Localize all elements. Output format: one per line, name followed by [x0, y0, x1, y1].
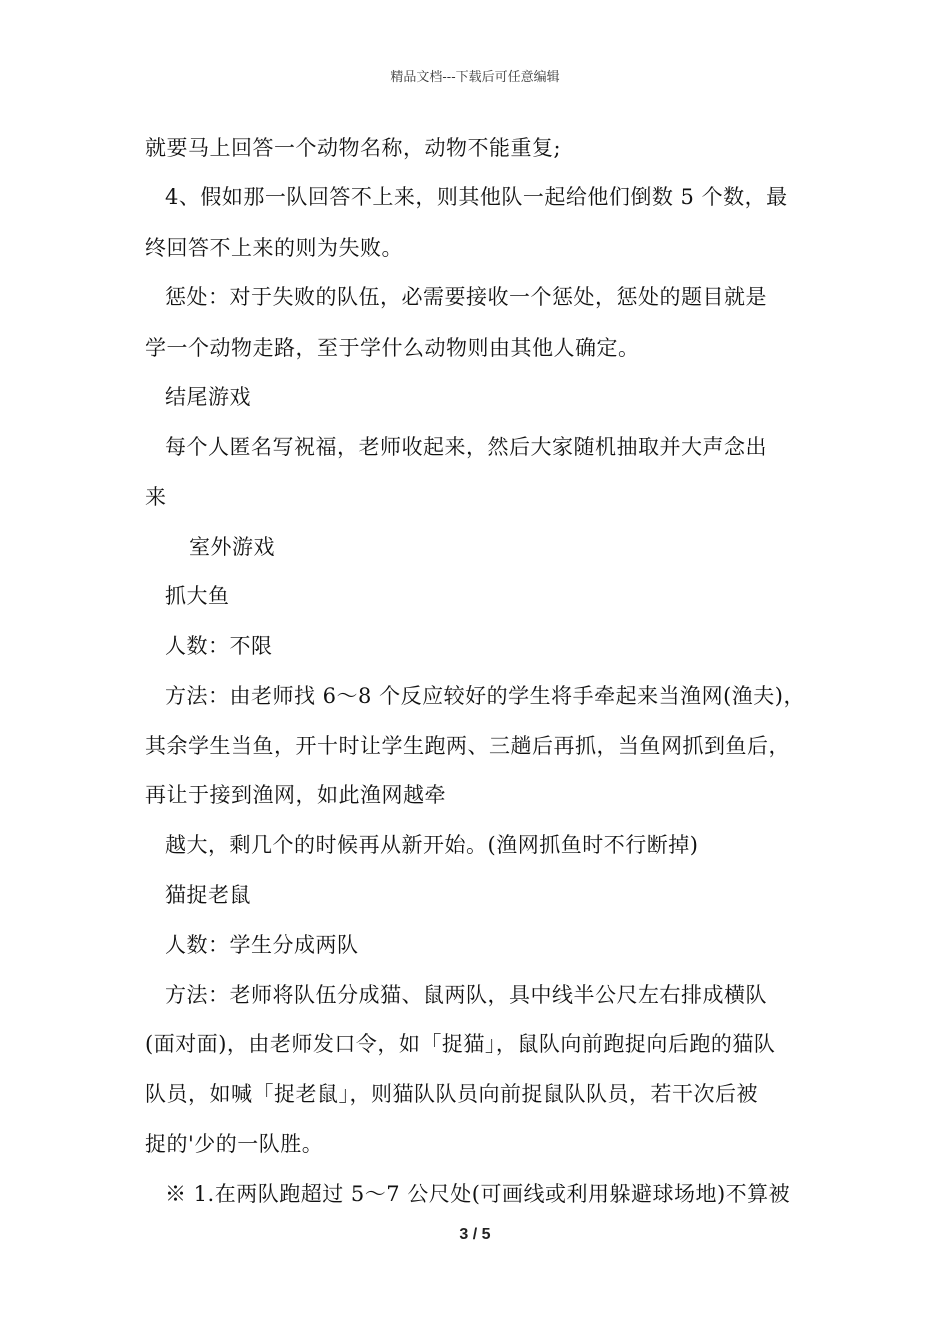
body-line: 学一个动物走路，至于学什么动物则由其他人确定。 [145, 336, 640, 360]
body-line: 4、假如那一队回答不上来，则其他队一起给他们倒数 5 个数，最 [165, 185, 788, 209]
body-line: 人数：不限 [165, 634, 273, 658]
body-line: 方法：由老师找 6～8 个反应较好的学生将手牵起来当渔网(渔夫)， [165, 684, 805, 708]
body-line: 每个人匿名写祝福，老师收起来，然后大家随机抽取并大声念出 [165, 435, 767, 459]
body-line: 再让于接到渔网，如此渔网越牵 [145, 783, 446, 807]
game-title: 猫捉老鼠 [165, 883, 251, 907]
body-line: ※ 1.在两队跑超过 5～7 公尺处(可画线或利用躲避球场地)不算被 [165, 1182, 791, 1206]
body-line: 惩处：对于失败的队伍，必需要接收一个惩处，惩处的题目就是 [165, 285, 767, 309]
body-line: 人数：学生分成两队 [165, 933, 359, 957]
game-title: 抓大鱼 [165, 584, 230, 608]
body-line: 终回答不上来的则为失败。 [145, 236, 403, 260]
page-header: 精品文档---下载后可任意编辑 [390, 70, 560, 85]
body-line: (面对面)，由老师发口令，如「捉猫」，鼠队向前跑捉向后跑的猫队 [145, 1032, 776, 1056]
body-line: 方法：老师将队伍分成猫、鼠两队，具中线半公尺左右排成横队 [165, 983, 767, 1007]
body-line: 队员，如喊「捉老鼠」，则猫队队员向前捉鼠队队员，若干次后被 [145, 1082, 758, 1106]
body-line: 捉的'少的一队胜。 [145, 1132, 324, 1156]
body-line: 来 [145, 485, 167, 509]
body-line: 就要马上回答一个动物名称，动物不能重复; [145, 136, 562, 160]
section-heading: 室外游戏 [189, 535, 275, 559]
section-heading: 结尾游戏 [165, 385, 251, 409]
body-line: 越大，剩几个的时候再从新开始。(渔网抓鱼时不行断掉) [165, 833, 699, 857]
page-number: 3 / 5 [459, 1226, 491, 1243]
body-line: 其余学生当鱼，开十时让学生跑两、三趟后再抓，当鱼网抓到鱼后， [145, 734, 790, 758]
